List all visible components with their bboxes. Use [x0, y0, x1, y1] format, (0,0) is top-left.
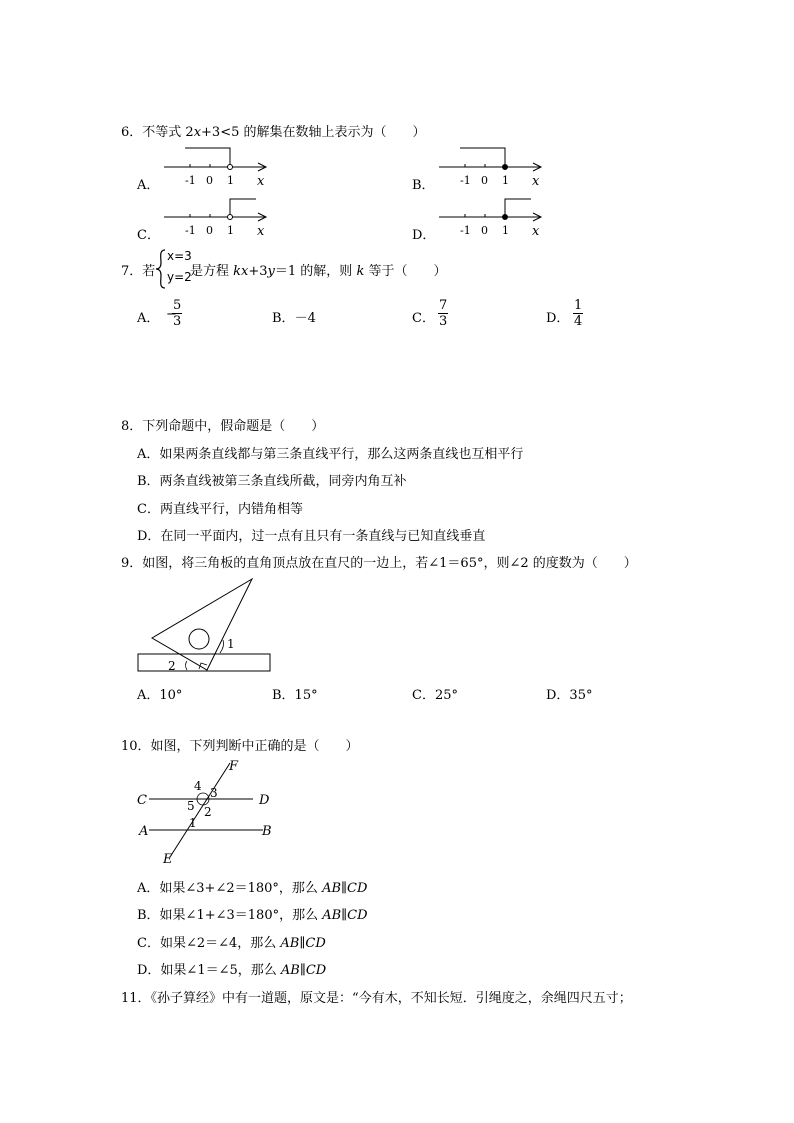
- transversal-ef: [170, 763, 230, 857]
- q10-option-c[interactable]: C．如果∠2＝∠4，那么 AB∥CD: [137, 936, 326, 951]
- angle-2-label: 2: [168, 659, 176, 673]
- q6-number-line-d: [435, 190, 550, 240]
- hole-circle: [189, 629, 209, 649]
- point-c-label: C: [137, 793, 147, 808]
- open-circle-icon: [228, 165, 233, 170]
- tick-label: 1: [502, 224, 509, 237]
- angle-2-label: 2: [204, 805, 212, 819]
- q6-stem: 6．不等式 2x+3<5 的解集在数轴上表示为（ ）: [121, 125, 426, 140]
- q6-option-a-label[interactable]: A．: [137, 178, 160, 193]
- q7-option-c-fraction: $\frac{7}{3}$: [439, 298, 448, 329]
- angle-1-label: 1: [189, 816, 197, 830]
- q10-option-b[interactable]: B．如果∠1+∠3＝180°，那么 AB∥CD: [137, 908, 368, 923]
- q7-option-c-label[interactable]: C．: [412, 311, 435, 326]
- angle-4-label: 4: [194, 779, 202, 793]
- q10-option-a[interactable]: A．如果∠3+∠2＝180°，那么 AB∥CD: [137, 881, 368, 896]
- q7-option-a-label[interactable]: A．: [137, 311, 160, 326]
- point-b-label: B: [262, 824, 272, 839]
- closed-dot-icon: [503, 165, 508, 170]
- tick-label: -1: [460, 224, 471, 237]
- q7-option-a-sign: −: [166, 307, 177, 322]
- axis-label: x: [532, 174, 540, 189]
- q9-option-b[interactable]: B．15°: [272, 688, 318, 703]
- q6-number-line-b: [435, 140, 550, 190]
- tick-label: -1: [185, 174, 196, 187]
- q7-stem: 是方程 kx+3y＝1 的解，则 k 等于（ ）: [190, 264, 447, 279]
- q7-option-d-fraction: $\frac{1}{4}$: [574, 298, 583, 329]
- axis-label: x: [532, 224, 540, 239]
- q8-option-d[interactable]: D．在同一平面内，过一点有且只有一条直线与已知直线垂直: [137, 529, 486, 544]
- q7-system-eq2: y=2: [167, 270, 192, 284]
- q6-option-b-label[interactable]: B．: [412, 178, 435, 193]
- open-circle-icon: [228, 215, 233, 220]
- tick-label: -1: [185, 224, 196, 237]
- q10-stem: 10．如图，下列判断中正确的是（ ）: [121, 739, 359, 754]
- q8-option-b[interactable]: B．两条直线被第三条直线所截，同旁内角互补: [137, 474, 407, 489]
- point-f-label: F: [229, 759, 239, 774]
- tick-label: 1: [227, 174, 234, 187]
- axis-label: x: [257, 224, 265, 239]
- q10-option-d[interactable]: D．如果∠1＝∠5，那么 AB∥CD: [137, 963, 327, 978]
- axis-label: x: [257, 174, 265, 189]
- angle-5-label: 5: [187, 799, 195, 813]
- tick-label: 1: [502, 174, 509, 187]
- q7-option-b-label[interactable]: B．－4: [272, 311, 316, 326]
- q7-prefix: 7．若: [121, 264, 156, 279]
- q9-stem: 9．如图，将三角板的直角顶点放在直尺的一边上，若∠1＝65°，则∠2 的度数为（ ）: [121, 556, 637, 571]
- tick-label: 1: [227, 224, 234, 237]
- q10-figure-parallel-lines: [135, 757, 280, 867]
- tick-label: 0: [481, 174, 488, 187]
- q8-option-a[interactable]: A．如果两条直线都与第三条直线平行，那么这两条直线也互相平行: [137, 447, 524, 462]
- q9-figure-triangle-ruler: [135, 575, 280, 680]
- tick-label: -1: [460, 174, 471, 187]
- q7-option-a-fraction: $\frac{5}{3}$: [173, 298, 182, 329]
- q11-stem: 11．《孙子算经》中有一道题，原文是：“今有木，不知长短．引绳度之，余绳四尺五寸；: [121, 991, 632, 1006]
- q9-option-a[interactable]: A．10°: [137, 688, 183, 703]
- angle-3-label: 3: [210, 786, 218, 800]
- set-square-shape: [152, 579, 252, 670]
- q6-option-c-label[interactable]: C．: [137, 228, 160, 243]
- tick-label: 0: [206, 224, 213, 237]
- q6-number-line-c: [160, 190, 275, 240]
- point-e-label: E: [163, 852, 173, 867]
- tick-label: 0: [481, 224, 488, 237]
- q6-option-d-label[interactable]: D．: [412, 228, 436, 243]
- q9-option-d[interactable]: D．35°: [546, 688, 593, 703]
- q8-option-c[interactable]: C．两直线平行，内错角相等: [137, 502, 303, 517]
- q6-number-line-a: [160, 140, 275, 190]
- point-d-label: D: [259, 793, 270, 808]
- left-brace-icon: [155, 249, 167, 289]
- q7-system-eq1: x=3: [167, 249, 192, 263]
- point-a-label: A: [139, 824, 149, 839]
- q9-option-c[interactable]: C．25°: [412, 688, 458, 703]
- q7-option-d-label[interactable]: D．: [546, 311, 570, 326]
- q8-stem: 8．下列命题中，假命题是（ ）: [121, 419, 325, 434]
- closed-dot-icon: [503, 215, 508, 220]
- tick-label: 0: [206, 174, 213, 187]
- angle-1-label: 1: [227, 637, 235, 651]
